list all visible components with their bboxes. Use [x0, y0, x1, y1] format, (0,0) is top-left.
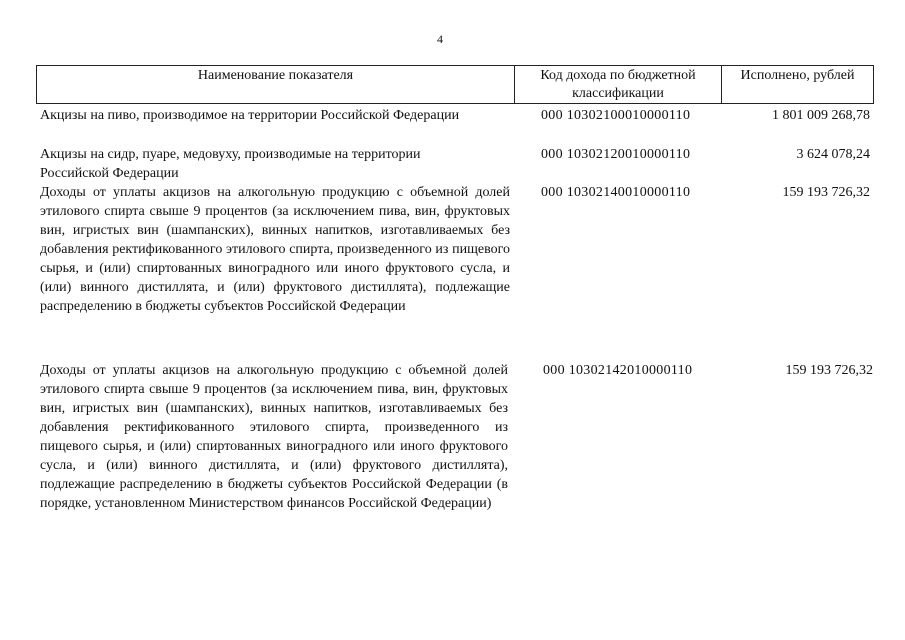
row-code: 000 10302142010000110 [543, 363, 693, 378]
row-code: 000 10302100010000110 [541, 108, 691, 123]
row-amount: 3 624 078,24 [796, 147, 870, 162]
header-name: Наименование показателя [197, 68, 354, 83]
row-name: Доходы от уплаты акцизов на алкогольную продукцию с объемной долей этилового спирта свыше 9 процентов (за исключением пива, вин, фруктовых вин, игристых вин (шампанских), винных напитков, изготавливаемых без добавления ректификованного этилового спирта, произведенного из пищевого сырья, и (или) спиртованных виноградного или иного фруктового сусла, и (или) винного дистиллята, и (или) фруктового дистиллята), подлежащие распределению в бюджеты субъектов Российской Федерации (в порядке, установленном Министерством финансов Российской Федерации) [40, 363, 508, 511]
row-amount: 159 193 726,32 [782, 185, 870, 200]
row-amount: 1 801 009 268,78 [772, 108, 870, 123]
row-name: Акцизы на сидр, пуаре, медовуху, производимые на территории Российской Федерации [40, 147, 421, 181]
header-code-line2: классификации [572, 86, 664, 101]
header-code-line1: Код дохода по бюджетной [540, 68, 696, 83]
page-number: 4 [437, 32, 443, 46]
row-name: Доходы от уплаты акцизов на алкогольную продукцию с объемной долей этилового спирта свыше 9 процентов (за исключением пива, вин, фруктовых вин, игристых вин (шампанских), винных напитков, изготавливаемых без добавления ректификованного этилового спирта, произведенного из пищевого сырья, и (или) спиртованных виноградного или иного фруктового сусла, и (или) винного дистиллята, и (или) фруктового дистиллята), подлежащие распределению в бюджеты субъектов Российской Федерации [40, 185, 510, 314]
row-code: 000 10302140010000110 [541, 185, 691, 200]
header-amount: Исполнено, рублей [740, 68, 855, 83]
row-code: 000 10302120010000110 [541, 147, 691, 162]
row-amount: 159 193 726,32 [785, 363, 873, 378]
row-name: Акцизы на пиво, производимое на территории Российской Федерации [40, 108, 460, 123]
table-header [36, 65, 874, 104]
header-code [515, 67, 721, 103]
